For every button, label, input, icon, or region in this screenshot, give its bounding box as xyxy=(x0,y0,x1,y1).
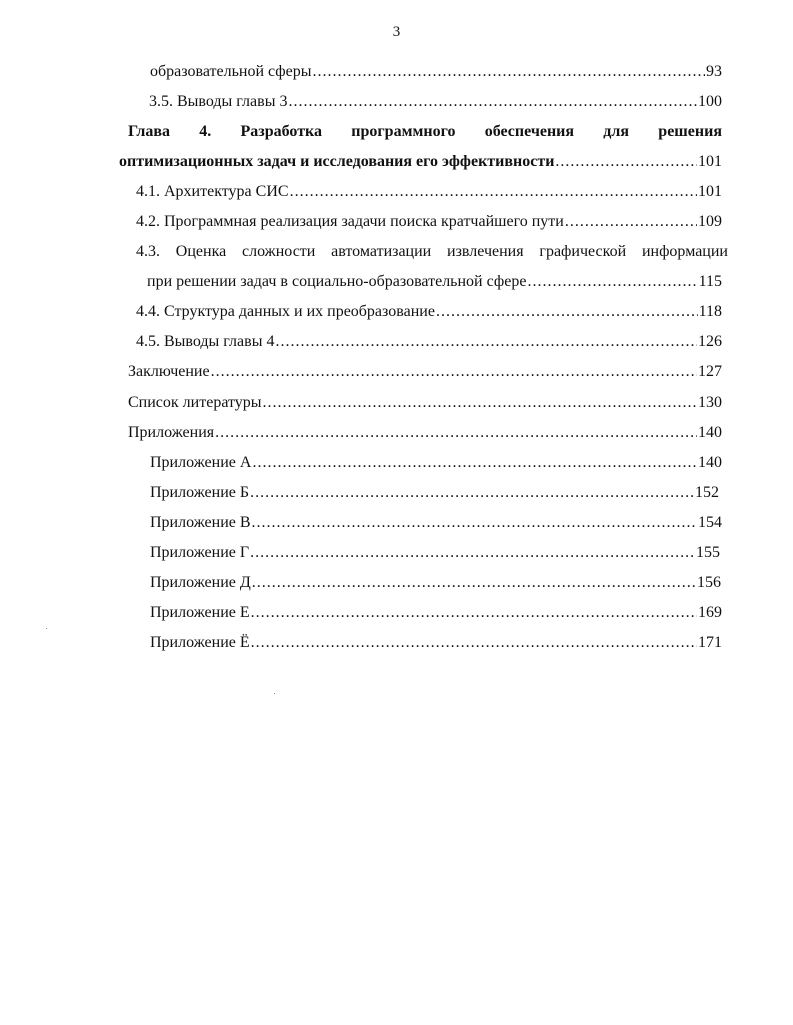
toc-entry-title: Приложение Е xyxy=(150,604,250,621)
toc-entry-title: Список литературы xyxy=(128,394,262,411)
toc-leader-dots xyxy=(211,360,697,384)
toc-entry-page: 118 xyxy=(698,303,722,320)
toc-entry-title: образовательной сферы xyxy=(150,63,312,80)
toc-entry-page: 154 xyxy=(698,514,722,531)
toc-entry[interactable] xyxy=(150,481,719,505)
toc-entry[interactable] xyxy=(150,631,722,655)
page-number: 3 xyxy=(392,24,401,40)
toc-entry-page: 127 xyxy=(698,363,722,380)
toc-entry[interactable] xyxy=(150,541,720,565)
toc-entry-page: 101 xyxy=(698,183,722,200)
toc-entry-page: 101 xyxy=(698,153,722,170)
toc-entry[interactable] xyxy=(136,330,722,354)
toc-entry-page: 109 xyxy=(698,213,722,230)
toc-entry-title: Приложение В xyxy=(150,514,251,531)
toc-entry-title: Приложение Д xyxy=(150,574,251,591)
toc-entry-title: Приложение Ё xyxy=(150,634,250,651)
toc-leader-dots xyxy=(215,421,697,445)
toc-leader-dots xyxy=(275,330,697,354)
toc-entry-title: Приложение А xyxy=(150,454,252,471)
toc-entry-title: Заключение xyxy=(128,363,210,380)
toc-entry-page: 115 xyxy=(698,273,722,290)
toc-leader-dots xyxy=(252,451,697,475)
toc-entry[interactable] xyxy=(119,150,722,174)
toc-leader-dots xyxy=(565,210,697,234)
toc-leader-dots xyxy=(313,60,705,84)
toc-entry-title: Приложения xyxy=(128,424,215,441)
toc-leader-dots xyxy=(252,571,696,595)
toc-entry[interactable] xyxy=(150,451,722,475)
toc-leader-dots xyxy=(527,270,697,294)
toc-leader-dots xyxy=(251,601,697,625)
toc-entry-page: 140 xyxy=(698,454,722,471)
toc-entry-title: Приложение Б xyxy=(150,484,250,501)
toc-entry-page: 140 xyxy=(698,424,722,441)
toc-entry[interactable] xyxy=(136,180,722,204)
toc-leader-dots xyxy=(290,180,697,204)
toc-entry[interactable] xyxy=(149,90,722,114)
toc-leader-dots xyxy=(251,631,697,655)
toc-entry-title: 3.5. Выводы главы 3 xyxy=(149,93,288,110)
toc-entry-page: 169 xyxy=(698,604,722,621)
toc-entry[interactable] xyxy=(128,360,722,384)
toc-entry-page: 171 xyxy=(698,634,722,651)
toc-entry[interactable] xyxy=(128,421,722,445)
toc-leader-dots xyxy=(250,481,694,505)
toc-chapter-title-line2: оптимизационных задач и исследования его эффективности xyxy=(119,153,555,170)
toc-leader-dots xyxy=(250,541,695,565)
toc-entry-page: 155 xyxy=(696,544,720,561)
toc-leader-dots xyxy=(252,511,697,535)
toc-entry[interactable] xyxy=(150,601,722,625)
toc-entry[interactable] xyxy=(150,511,722,535)
toc-entry-page: 152 xyxy=(695,484,719,501)
toc-entry-page: 100 xyxy=(698,93,722,110)
toc-entry-title: Приложение Г xyxy=(150,544,250,561)
scan-speck xyxy=(274,693,275,694)
toc-section-title-line2: при решении задач в социально-образовательной сфере xyxy=(147,273,527,290)
scan-speck xyxy=(46,628,47,629)
toc-entry[interactable] xyxy=(150,571,721,595)
toc-entry-page: 156 xyxy=(697,574,721,591)
toc-section-title-line1[interactable]: 4.3. Оценка сложности автоматизации извлечения графической информации xyxy=(136,243,728,260)
toc-entry-title: 4.2. Программная реализация задачи поиска кратчайшего пути xyxy=(136,213,564,230)
toc-entry[interactable] xyxy=(136,300,722,324)
toc-entry-page: 93 xyxy=(706,63,722,80)
toc-entry[interactable] xyxy=(136,210,722,234)
toc-leader-dots xyxy=(288,90,697,114)
toc-entry[interactable] xyxy=(128,391,722,415)
toc-entry-title: 4.5. Выводы главы 4 xyxy=(136,333,275,350)
toc-entry-page: 130 xyxy=(698,394,722,411)
toc-entry[interactable] xyxy=(150,60,722,84)
toc-entry-title: 4.4. Структура данных и их преобразование xyxy=(136,303,435,320)
toc-chapter-title-line1[interactable]: Глава 4. Разработка программного обеспечения для решения xyxy=(128,123,722,140)
toc-leader-dots xyxy=(555,150,697,174)
toc-leader-dots xyxy=(263,391,697,415)
toc-entry-page: 126 xyxy=(698,333,722,350)
toc-entry[interactable] xyxy=(147,270,722,294)
toc-leader-dots xyxy=(436,300,698,324)
toc-entry-title: 4.1. Архитектура СИС xyxy=(136,183,289,200)
